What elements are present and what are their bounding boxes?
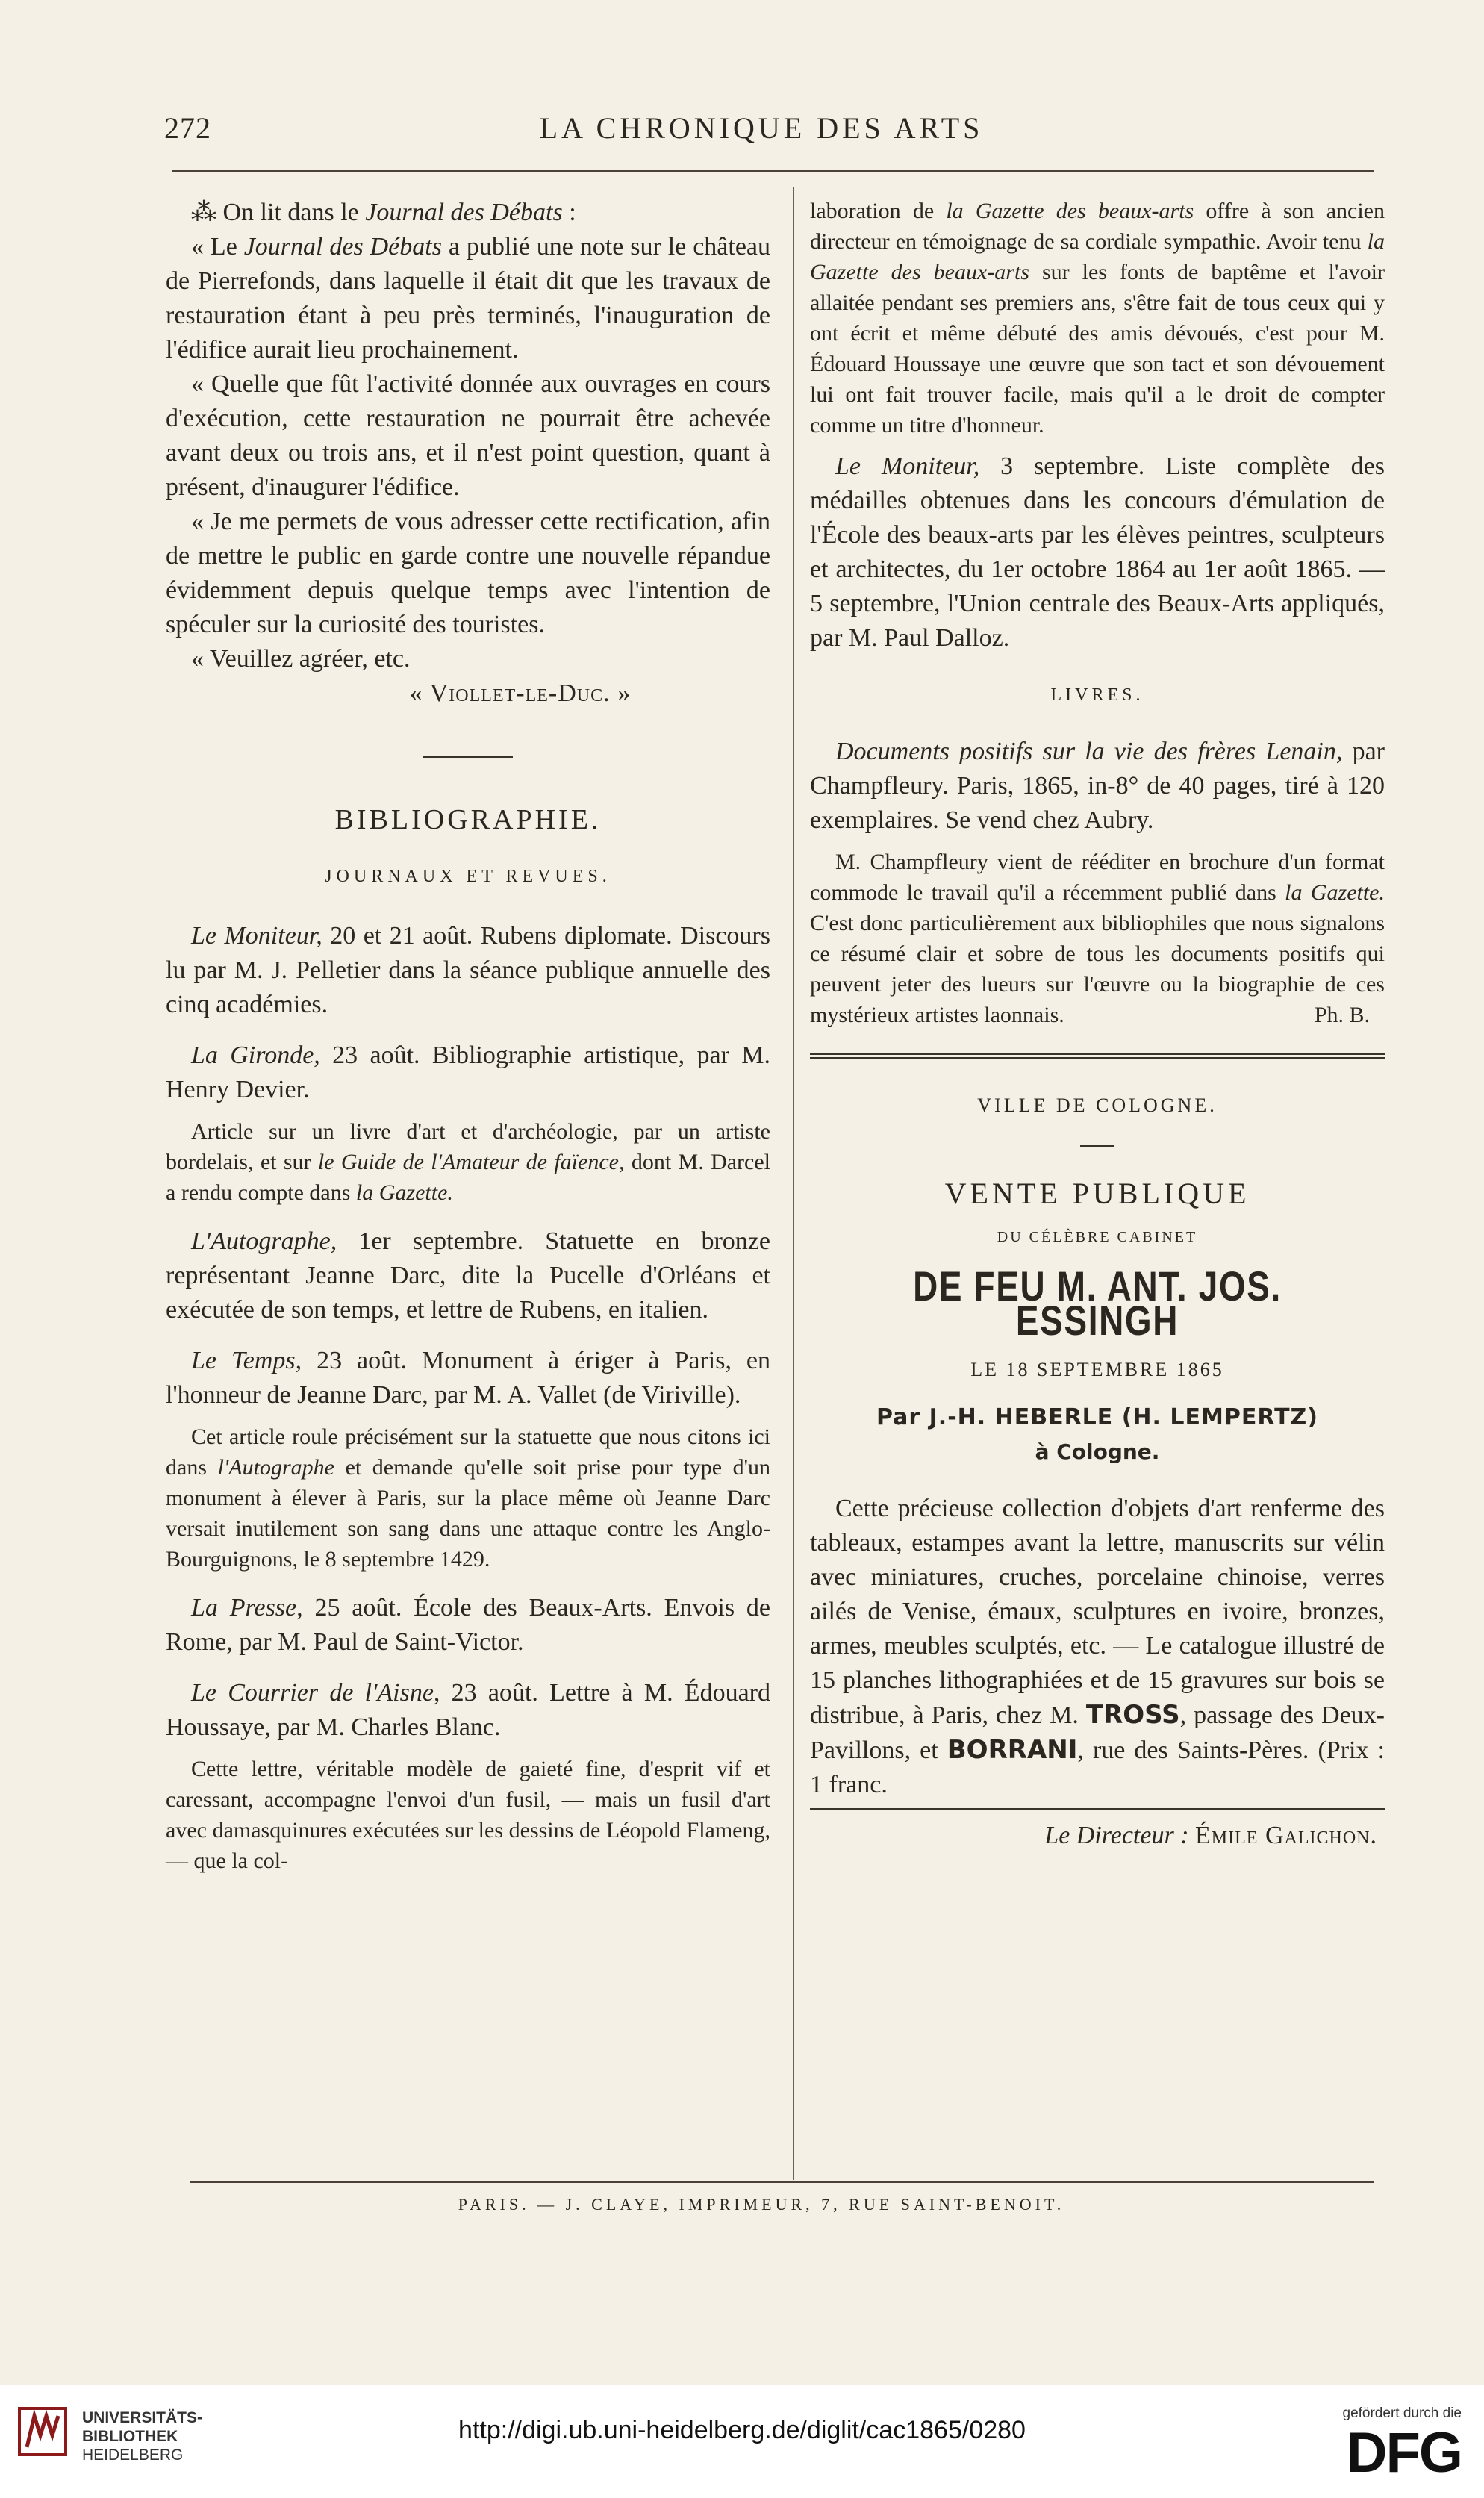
sale-date: LE 18 SEPTEMBRE 1865 — [970, 1359, 1224, 1380]
quote-paragraph-3: « Je me permets de vous adresser cette rectification, afin de mettre le public en garde contre une nouvelle répandue évidemment depuis quelque temps avec l'intention de spéculer sur la curiosité des touristes. — [166, 508, 770, 638]
borrani-name: BORRANI — [947, 1735, 1078, 1765]
bibliographie-heading: BIBLIOGRAPHIE. — [334, 804, 602, 835]
entry-moniteur: Le Moniteur, 20 et 21 août. Rubens diplomate. Discours lu par M. J. Pelletier dans la séance publique annuelle des cinq académies. — [166, 922, 770, 1018]
university-library-name: UNIVERSITÄTS- BIBLIOTHEK HEIDELBERG — [82, 2409, 203, 2464]
intro-paragraph: ⁂ On lit dans le Journal des Débats : — [191, 199, 576, 226]
entry-courrier-note: Cette lettre, véritable modèle de gaieté fine, d'esprit vif et caressant, accompagne l'envoi d'un fusil, — mais un fusil d'art avec damasquinures exécutées sur les dessins de Léopold Flameng, — que la col- — [166, 1757, 770, 1873]
journaux-heading: JOURNAUX ET REVUES. — [325, 867, 611, 886]
continued-note: laboration de la Gazette des beaux-arts offre à son ancien directeur en témoignage de sa cordiale sympathie. Avoir tenu la Gazette des beaux-arts sur les fonts de baptême et l'avoir allaitée pendant ses premiers ans, s'être fait de tous ceux qui y ont écrit et même débuté des amis dévoués, c'est pour M. Édouard Houssaye une œuvre que son tact et son dévouement lui ont fait trouver facile, mais qu'il a le droit de compter comme un titre d'honneur. — [810, 199, 1385, 437]
entry-temps-note: Cet article roule précisément sur la statuette que nous citons ici dans l'Autographe et demande qu'elle soit prise pour type d'un monument à élever à Paris, sur la place même où Jeanne Darc versait inutilement son sang dans une attaque contre les Anglo-Bourguignons, le 8 septembre 1429. — [166, 1424, 770, 1572]
book-entry: Documents positifs sur la vie des frères Lenain, par Champfleury. Paris, 1865, in-8° de 40 pages, tiré à 120 exemplaires. Se vend chez Aubry. — [810, 738, 1385, 834]
header-rule — [172, 170, 1374, 172]
entry-gironde-note: Article sur un livre d'art et d'archéologie, par un artiste bordelais, et sur le Guide de l'Amateur de faïence, dont M. Darcel a rendu compte dans la Gazette. — [166, 1119, 771, 1205]
entry-presse: La Presse, 25 août. École des Beaux-Arts. Envois de Rome, par M. Paul de Saint-Victor. — [166, 1594, 771, 1656]
sale-top-rule — [810, 1053, 1385, 1055]
funded-by-label: gefördert durch die — [1342, 2405, 1462, 2421]
page-header — [149, 110, 1374, 155]
journal-title: Journal des Débats — [365, 199, 563, 226]
entry-courrier: Le Courrier de l'Aisne, 23 août. Lettre à M. Édouard Houssaye, par M. Charles Blanc. — [166, 1679, 770, 1741]
sale-city: VILLE DE COLOGNE. — [977, 1094, 1218, 1116]
quote-paragraph-2: « Quelle que fût l'activité donnée aux ouvrages en cours d'exécution, cette restauration ne pourrait être achevée avant deux ou trois ans, et il n'est point question, quant à présent, d'inaugurer l'édifice. — [166, 370, 770, 501]
quote-paragraph-1: « Le Journal des Débats a publié une note sur le château de Pierrefonds, dans laquelle il était dit que les travaux de restauration étant à peu près terminés, l'inauguration de l'édifice aurait lieu prochainement. — [166, 233, 771, 364]
sale-main-title: DE FEU M. ANT. JOS. ESSINGH — [913, 1262, 1282, 1344]
intro-marker: ⁂ — [191, 199, 216, 226]
tross-name: TROSS — [1085, 1700, 1180, 1730]
entry-gironde: La Gironde, 23 août. Bibliographie artistique, par M. Henry Devier. — [166, 1041, 770, 1103]
running-title: LA CHRONIQUE DES ARTS — [539, 111, 984, 145]
sale-title: VENTE PUBLIQUE — [944, 1177, 1250, 1210]
director-signature: Le Directeur : Émile Galichon. — [1044, 1822, 1377, 1849]
book-note: M. Champfleury vient de rééditer en brochure d'un format commode le travail qu'il a récemment publié dans la Gazette. C'est donc particulièrement aux bibliophiles que nous signalons ce résumé clair et sobre de tous les documents positifs qui peuvent jeter des lueurs sur l'œuvre ou la biographie de ces mystérieux artistes laonnais. — [810, 850, 1385, 1027]
entry-temps: Le Temps, 23 août. Monument à ériger à Paris, en l'honneur de Jeanne Darc, par M. A. Vallet (de Viriville). — [166, 1347, 771, 1409]
column-divider — [793, 187, 794, 2180]
book-note-signature: Ph. B. — [1314, 1003, 1370, 1027]
signature-viollet-le-duc: « Viollet-le-Duc. » — [409, 679, 632, 707]
sale-location: à Cologne. — [1035, 1439, 1160, 1464]
printer-imprint: PARIS. — J. CLAYE, IMPRIMEUR, 7, RUE SAINT-BENOIT. — [458, 2195, 1065, 2214]
dfg-logo: DFG — [1346, 2421, 1462, 2485]
footer-rule — [190, 2181, 1374, 2183]
left-column — [166, 196, 770, 1876]
entry-moniteur-sept: Le Moniteur, 3 septembre. Liste complète des médailles obtenues dans les concours d'émulation de l'École des beaux-arts par les élèves peintres, sculpteurs et architectes, du 1er octobre 1864 au 1er août 1865. — 5 septembre, l'Union centrale des Beaux-Arts appliqués, par M. Paul Dalloz. — [810, 452, 1385, 652]
entry-autographe: L'Autographe, 1er septembre. Statuette en bronze représentant Jeanne Darc, dite la Pucelle d'Orléans et exécutée de son temps, et lettre de Rubens, en italien. — [166, 1227, 770, 1324]
quote-paragraph-4: « Veuillez agréer, etc. — [191, 645, 411, 673]
livres-heading: LIVRES. — [1050, 685, 1144, 705]
right-column — [810, 196, 1385, 1853]
page-number: 272 — [164, 111, 211, 145]
sale-subtitle: DU CÉLÈBRE CABINET — [997, 1229, 1198, 1245]
source-url[interactable]: http://digi.ub.uni-heidelberg.de/diglit/cac1865/0280 — [458, 2416, 1026, 2444]
sale-auctioneer: Par J.-H. HEBERLE (H. LEMPERTZ) — [876, 1404, 1319, 1430]
sale-description: Cette précieuse collection d'objets d'art renferme des tableaux, estampes avant la lettre, manuscrits sur vélin avec miniatures, cruches, porcelaine chinoise, verres ailés de Venise, émaux, sculptures en ivoire, bronzes, armes, meubles sculptés, etc. — Le catalogue illustré de 15 planches lithographiées et de 15 gravures sur bois se distribue, à Paris, chez M. TROSS, passage des Deux-Pavillons, et BORRANI, rue des Saints-Pères. (Prix : 1 franc. — [810, 1495, 1385, 1798]
